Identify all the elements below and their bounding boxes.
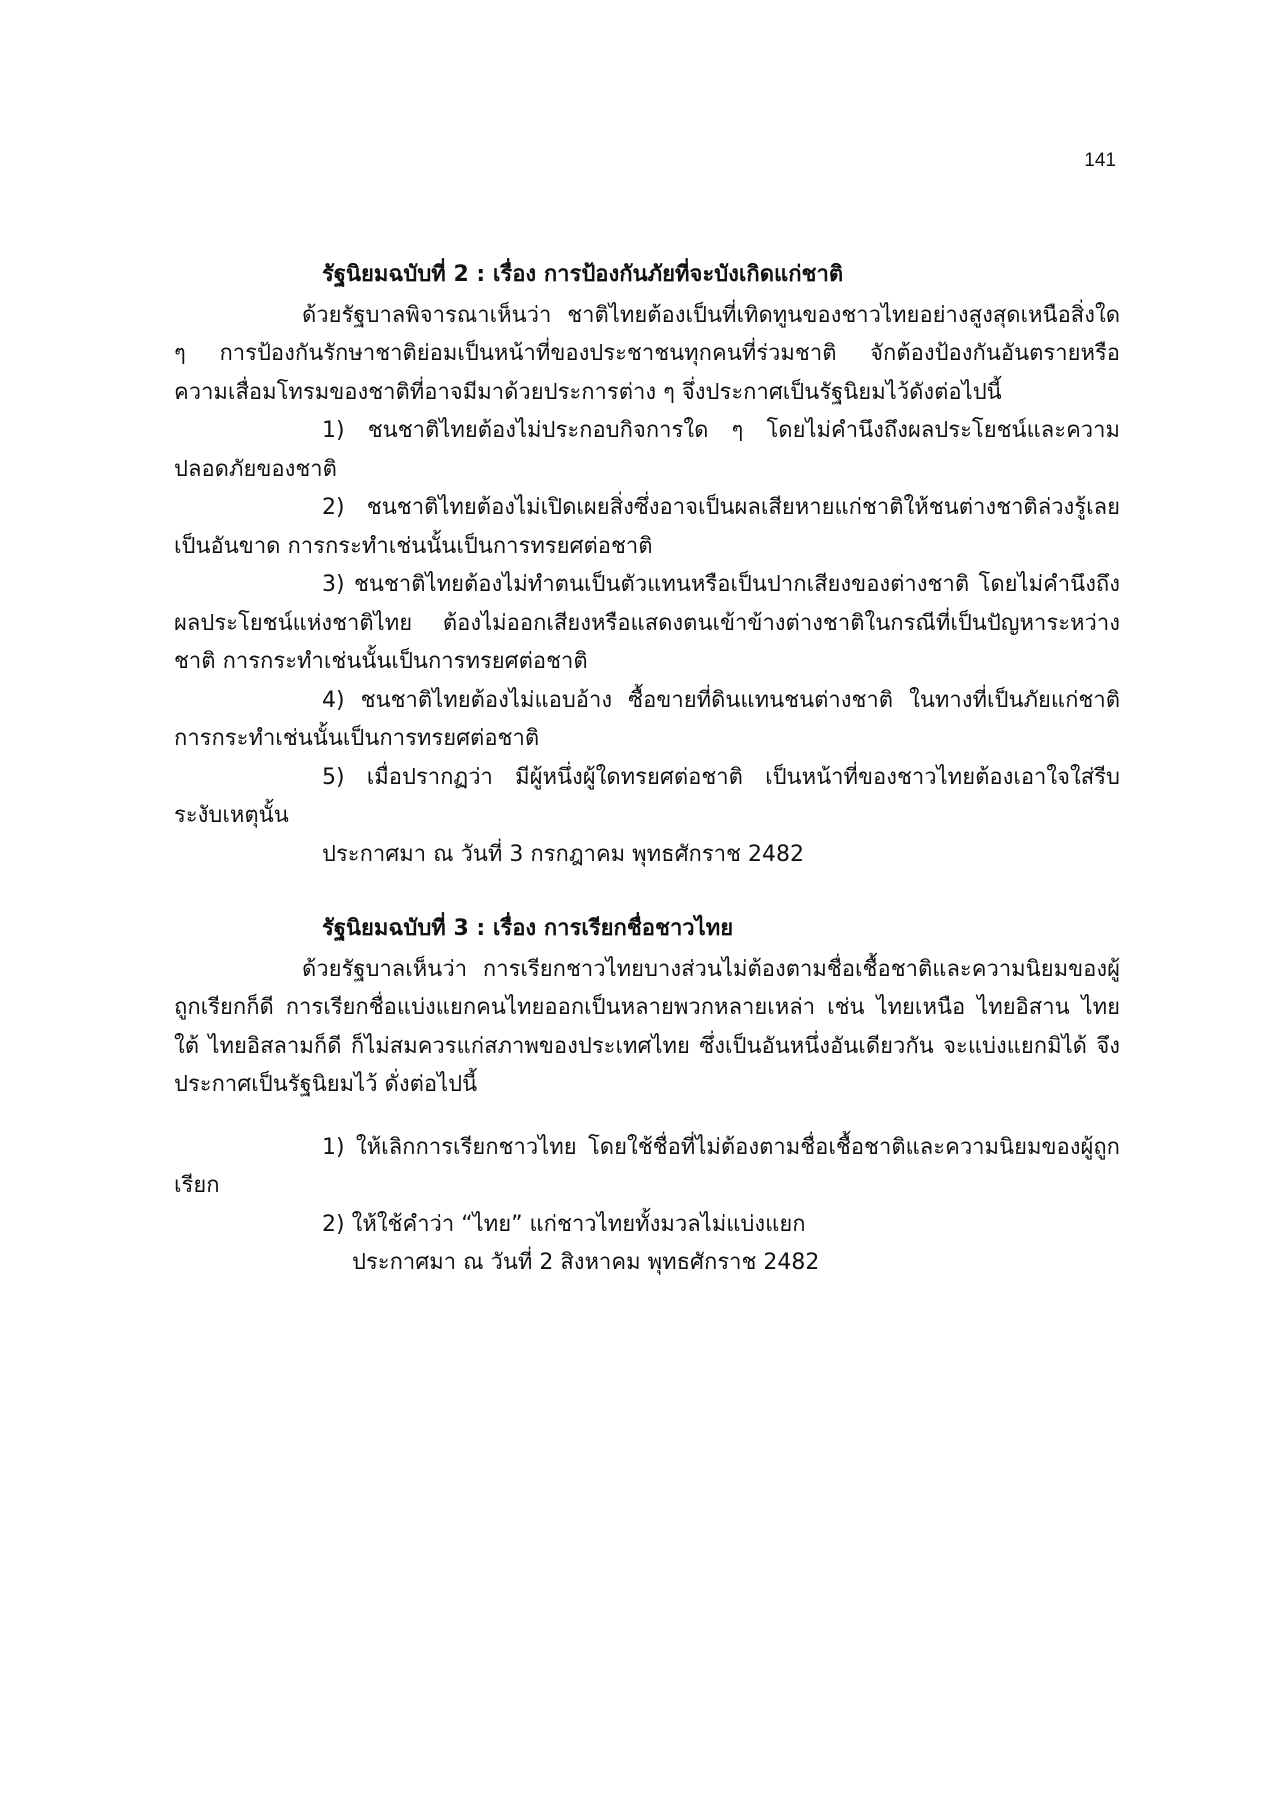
spacer [174,1105,1120,1129]
section-intro: ด้วยรัฐบาลเห็นว่า การเรียกชาวไทยบางส่วนไม่ต้องตามชื่อเชื้อชาติและความนิยมของผู้ถูกเรียกก็ดี การเรียกชื่อแบ่งแยกคนไทยออกเป็นหลายพวกหลายเหล่า เช่น ไทยเหนือ ไทยอิสาน ไทยใต้ ไทยอิสลามก็ดี ก็ไม่สมควรแก่สภาพของประเทศไทย ซึ่งเป็นอันหนึ่งอันเดียวกัน จะแบ่งแยกมิได้ จึงประกาศเป็นรัฐนิยมไว้ ดั่งต่อไปนี้ [174,956,1120,1097]
list-item: 2) ชนชาติไทยต้องไม่เปิดเผยสิ่งซึ่งอาจเป็นผลเสียหายแก่ชาติให้ชนต่างชาติล่วงรู้เลยเป็นอันขาด การกระทำเช่นนั้นเป็นการทรยศต่อชาติ [174,495,1120,559]
list-item: 5) เมื่อปรากฏว่า มีผู้หนึ่งผู้ใดทรยศต่อชาติ เป็นหน้าที่ของชาวไทยต้องเอาใจใส่รีบระงับเหตุนั้น [174,764,1120,828]
list-item: 1) ให้เลิกการเรียกชาวไทย โดยใช้ชื่อที่ไม่ต้องตามชื่อเชื้อชาติและความนิยมของผู้ถูกเรียก [174,1134,1120,1198]
section-decree-3 [174,910,1120,1283]
proclamation-date: ประกาศมา ณ วันที่ 3 กรกฎาคม พุทธศักราช 2482 [322,841,804,867]
section-heading: รัฐนิยมฉบับที่ 3 : เรื่อง การเรียกชื่อชาวไทย [322,916,734,941]
section-decree-2 [174,256,1120,874]
list-item: 4) ชนชาติไทยต้องไม่แอบอ้าง ซื้อขายที่ดินแทนชนต่างชาติ ในทางที่เป็นภัยแก่ชาติ การกระทำเช่นนั้นเป็นการทรยศต่อชาติ [174,687,1120,751]
document-body [174,256,1120,1283]
list-item: 3) ชนชาติไทยต้องไม่ทำตนเป็นตัวแทนหรือเป็นปากเสียงของต่างชาติ โดยไม่คำนึงถึงผลประโยชน์แห่งชาติไทย ต้องไม่ออกเสียงหรือแสดงตนเข้าข้างต่างชาติในกรณีที่เป็นปัญหาระหว่างชาติ การกระทำเช่นนั้นเป็นการทรยศต่อชาติ [174,572,1120,674]
list-item: 2) ให้ใช้คำว่า “ไทย” แก่ชาวไทยทั้งมวลไม่แบ่งแยก [322,1211,806,1237]
page-number: 141 [1084,150,1116,171]
section-heading: รัฐนิยมฉบับที่ 2 : เรื่อง การป้องกันภัยที่จะบังเกิดแก่ชาติ [322,262,844,287]
proclamation-date: ประกาศมา ณ วันที่ 2 สิงหาคม พุทธศักราช 2482 [352,1250,820,1275]
section-intro: ด้วยรัฐบาลพิจารณาเห็นว่า ชาติไทยต้องเป็นที่เทิดทูนของชาวไทยอย่างสูงสุดเหนือสิ่งใด ๆ การป้องกันรักษาชาติย่อมเป็นหน้าที่ของประชาชนทุกคนที่ร่วมชาติ จักต้องป้องกันอันตรายหรือความเสื่อมโทรมของชาติที่อาจมีมาด้วยประการต่าง ๆ จึ่งประกาศเป็นรัฐนิยมไว้ดังต่อไปนี้ [174,302,1120,405]
list-item: 1) ชนชาติไทยต้องไม่ประกอบกิจการใด ๆ โดยไม่คำนึงถึงผลประโยชน์และความปลอดภัยของชาติ [174,418,1120,482]
